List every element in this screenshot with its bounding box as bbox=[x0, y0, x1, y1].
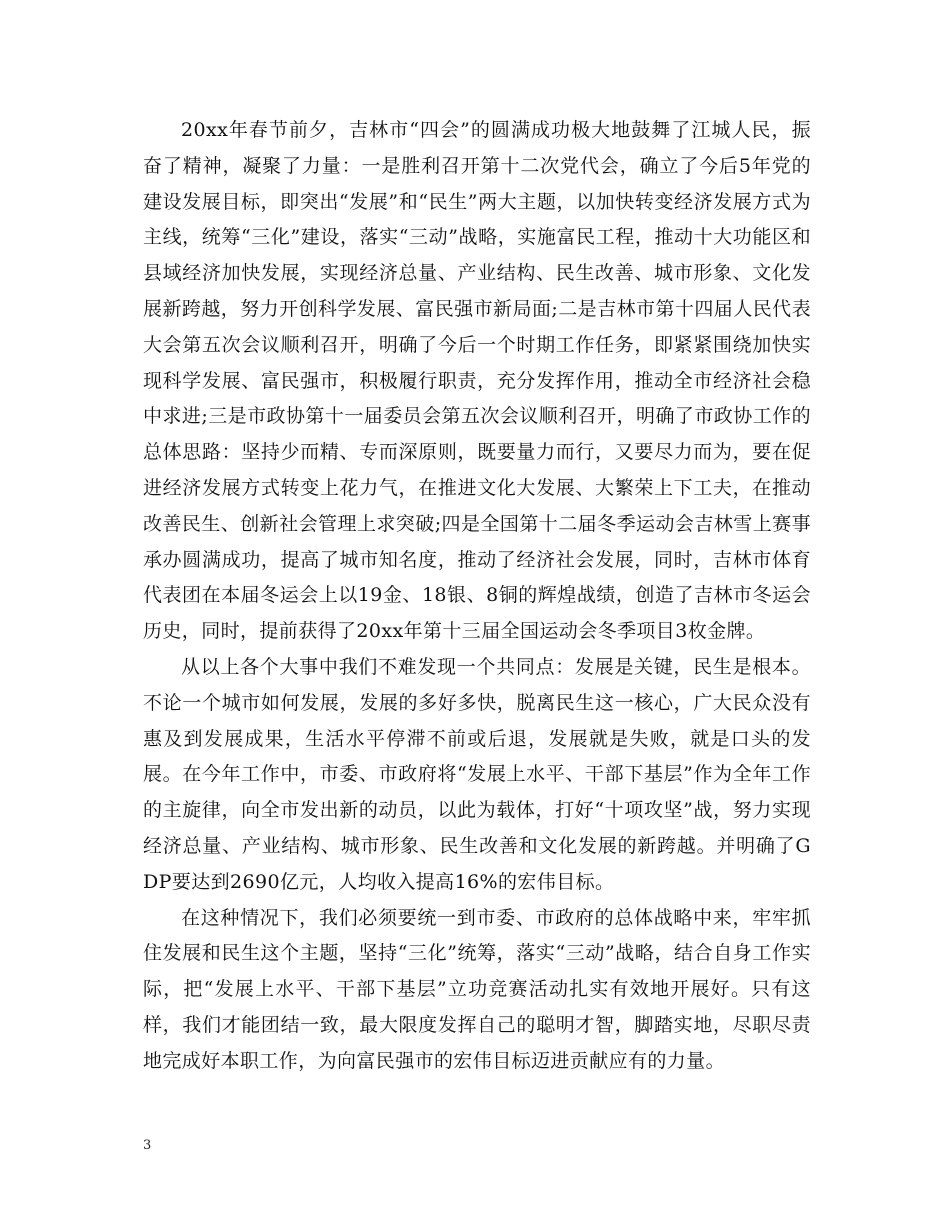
page-number: 3 bbox=[143, 1138, 152, 1153]
paragraph-1: 20xx年春节前夕，吉林市“四会”的圆满成功极大地鼓舞了江城人民，振奋了精神，凝聚了力量：一是胜利召开第十二次党代会，确立了今后5年党的建设发展目标，即突出“发展”和“民生”两大主题，以加快转变经济发展方式为主线，统筹“三化”建设，落实“三动”战略，实施富民工程，推动十大功能区和县域经济加快发展，实现经济总量、产业结构、民生改善、城市形象、文化发展新跨越，努力开创科学发展、富民强市新局面;二是吉林市第十四届人民代表大会第五次会议顺利召开，明确了今后一个时期工作任务，即紧紧围绕加快实现科学发展、富民强市，积极履行职责，充分发挥作用，推动全市经济社会稳中求进;三是市政协第十一届委员会第五次会议顺利召开，明确了市政协工作的总体思路：坚持少而精、专而深原则，既要量力而行，又要尽力而为，要在促进经济发展方式转变上花力气，在推进文化大发展、大繁荣上下工夫，在推动改善民生、创新社会管理上求突破;四是全国第十二届冬季运动会吉林雪上赛事承办圆满成功，提高了城市知名度，推动了经济社会发展，同时，吉林市体育代表团在本届冬运会上以19金、18银、8铜的辉煌战绩，创造了吉林市冬运会历史，同时，提前获得了20xx年第十三届全国运动会冬季项目3枚金牌。 bbox=[143, 119, 811, 643]
body-text bbox=[143, 113, 811, 1080]
paragraph-2: 从以上各个大事中我们不难发现一个共同点：发展是关键，民生是根本。不论一个城市如何发展，发展的多好多快，脱离民生这一核心，广大民众没有惠及到发展成果，生活水平停滞不前或后退，发展就是失败，就是口头的发展。在今年工作中，市委、市政府将“发展上水平、干部下基层”作为全年工作的主旋律，向全市发出新的动员，以此为载体，打好“十项攻坚”战，努力实现经济总量、产业结构、城市形象、民生改善和文化发展的新跨越。并明确了GDP要达到2690亿元，人均收入提高16%的宏伟目标。 bbox=[143, 655, 811, 893]
paragraph-3: 在这种情况下，我们必须要统一到市委、市政府的总体战略中来，牢牢抓住发展和民生这个主题，坚持“三化”统筹，落实“三动”战略，结合自身工作实际，把“发展上水平、干部下基层”立功竞赛活动扎实有效地开展好。只有这样，我们才能团结一致，最大限度发挥自己的聪明才智，脚踏实地，尽职尽责地完成好本职工作，为向富民强市的宏伟目标迈进贡献应有的力量。 bbox=[143, 906, 811, 1072]
